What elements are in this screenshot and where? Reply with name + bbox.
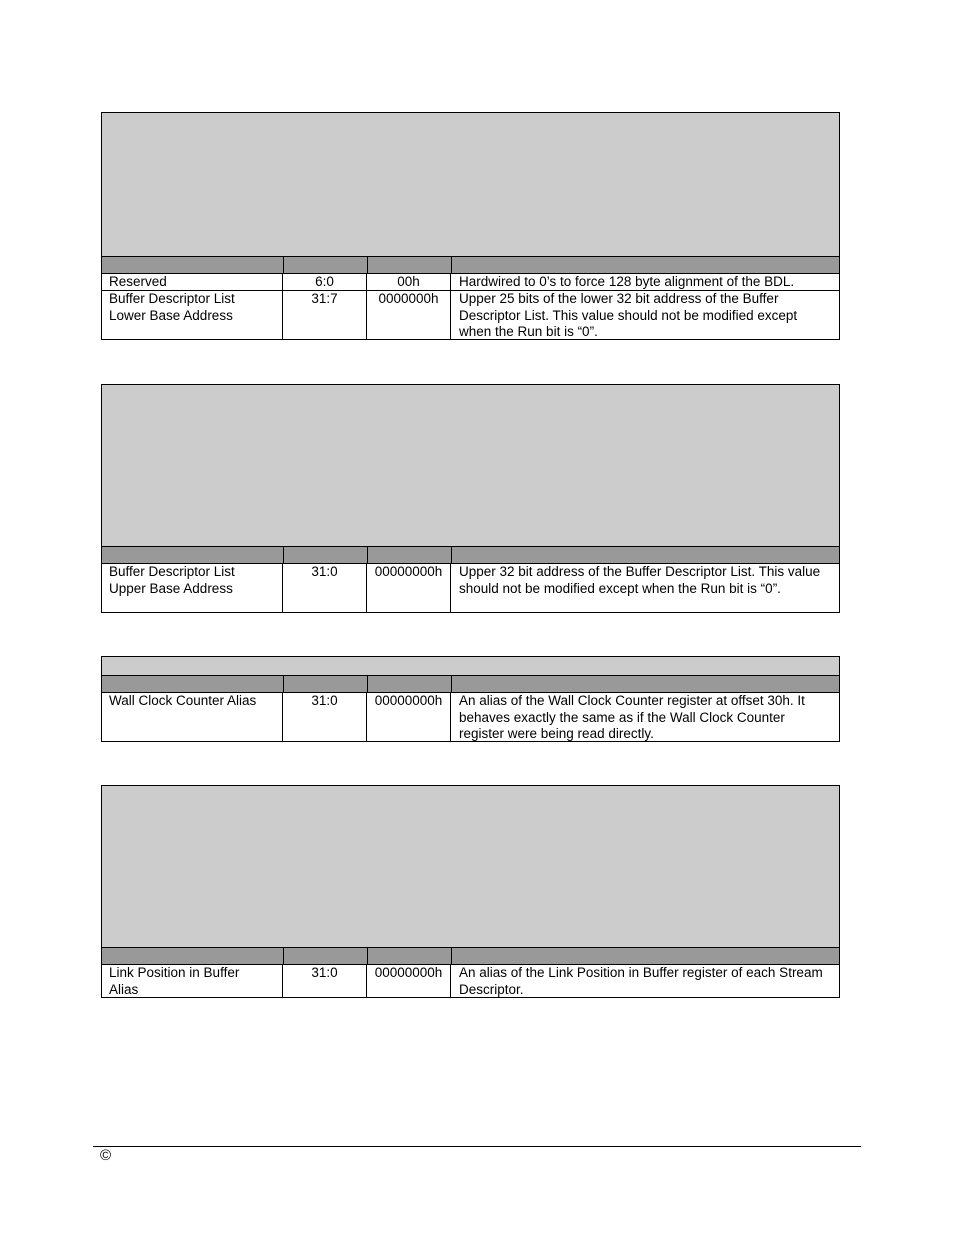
field-bits: 31:0 — [283, 564, 367, 612]
table-row — [102, 564, 839, 612]
field-description: An alias of the Link Position in Buffer register of each Stream Descriptor. — [459, 965, 823, 997]
field-name: Reserved — [102, 274, 283, 290]
register-table-wall-clock-alias — [101, 656, 840, 742]
table-row — [102, 274, 839, 290]
field-bits: 31:0 — [283, 693, 367, 741]
column-header-row — [102, 675, 839, 693]
field-bits: 31:0 — [283, 965, 367, 997]
register-table-bdl-upper — [101, 384, 840, 613]
column-header-row — [102, 546, 839, 564]
copyright-symbol: © — [100, 1147, 112, 1164]
field-default: 00000000h — [367, 564, 451, 612]
column-header-row — [102, 256, 839, 274]
register-table-bdl-lower — [101, 112, 840, 340]
register-header — [102, 786, 839, 947]
field-description: Hardwired to 0’s to force 128 byte alignment of the BDL. — [459, 274, 795, 289]
field-name: Buffer Descriptor List Lower Base Address — [102, 291, 283, 339]
field-default: 00h — [367, 274, 451, 290]
table-row — [102, 965, 839, 997]
table-row — [102, 693, 839, 741]
footer-divider — [93, 1146, 861, 1147]
field-description: Upper 32 bit address of the Buffer Descriptor List. This value should not be modified except when the Run bit is “0”. — [459, 564, 821, 596]
field-name: Wall Clock Counter Alias — [102, 693, 283, 741]
table-row — [102, 290, 839, 339]
field-default: 0000000h — [367, 291, 451, 339]
register-header — [102, 385, 839, 546]
register-table-link-position-alias — [101, 785, 840, 998]
field-name: Buffer Descriptor List Upper Base Address — [102, 564, 283, 612]
field-description: An alias of the Wall Clock Counter register at offset 30h. It behaves exactly the same as if the Wall Clock Counter register were being read directly. — [459, 693, 805, 741]
register-header — [102, 657, 839, 675]
field-bits: 6:0 — [283, 274, 367, 290]
column-header-row — [102, 947, 839, 965]
field-bits: 31:7 — [283, 291, 367, 339]
field-default: 00000000h — [367, 693, 451, 741]
field-name: Link Position in Buffer Alias — [102, 965, 283, 997]
register-header — [102, 113, 839, 256]
field-description: Upper 25 bits of the lower 32 bit address of the Buffer Descriptor List. This value should not be modified except when the Run bit is “0”. — [459, 291, 798, 339]
field-default: 00000000h — [367, 965, 451, 997]
